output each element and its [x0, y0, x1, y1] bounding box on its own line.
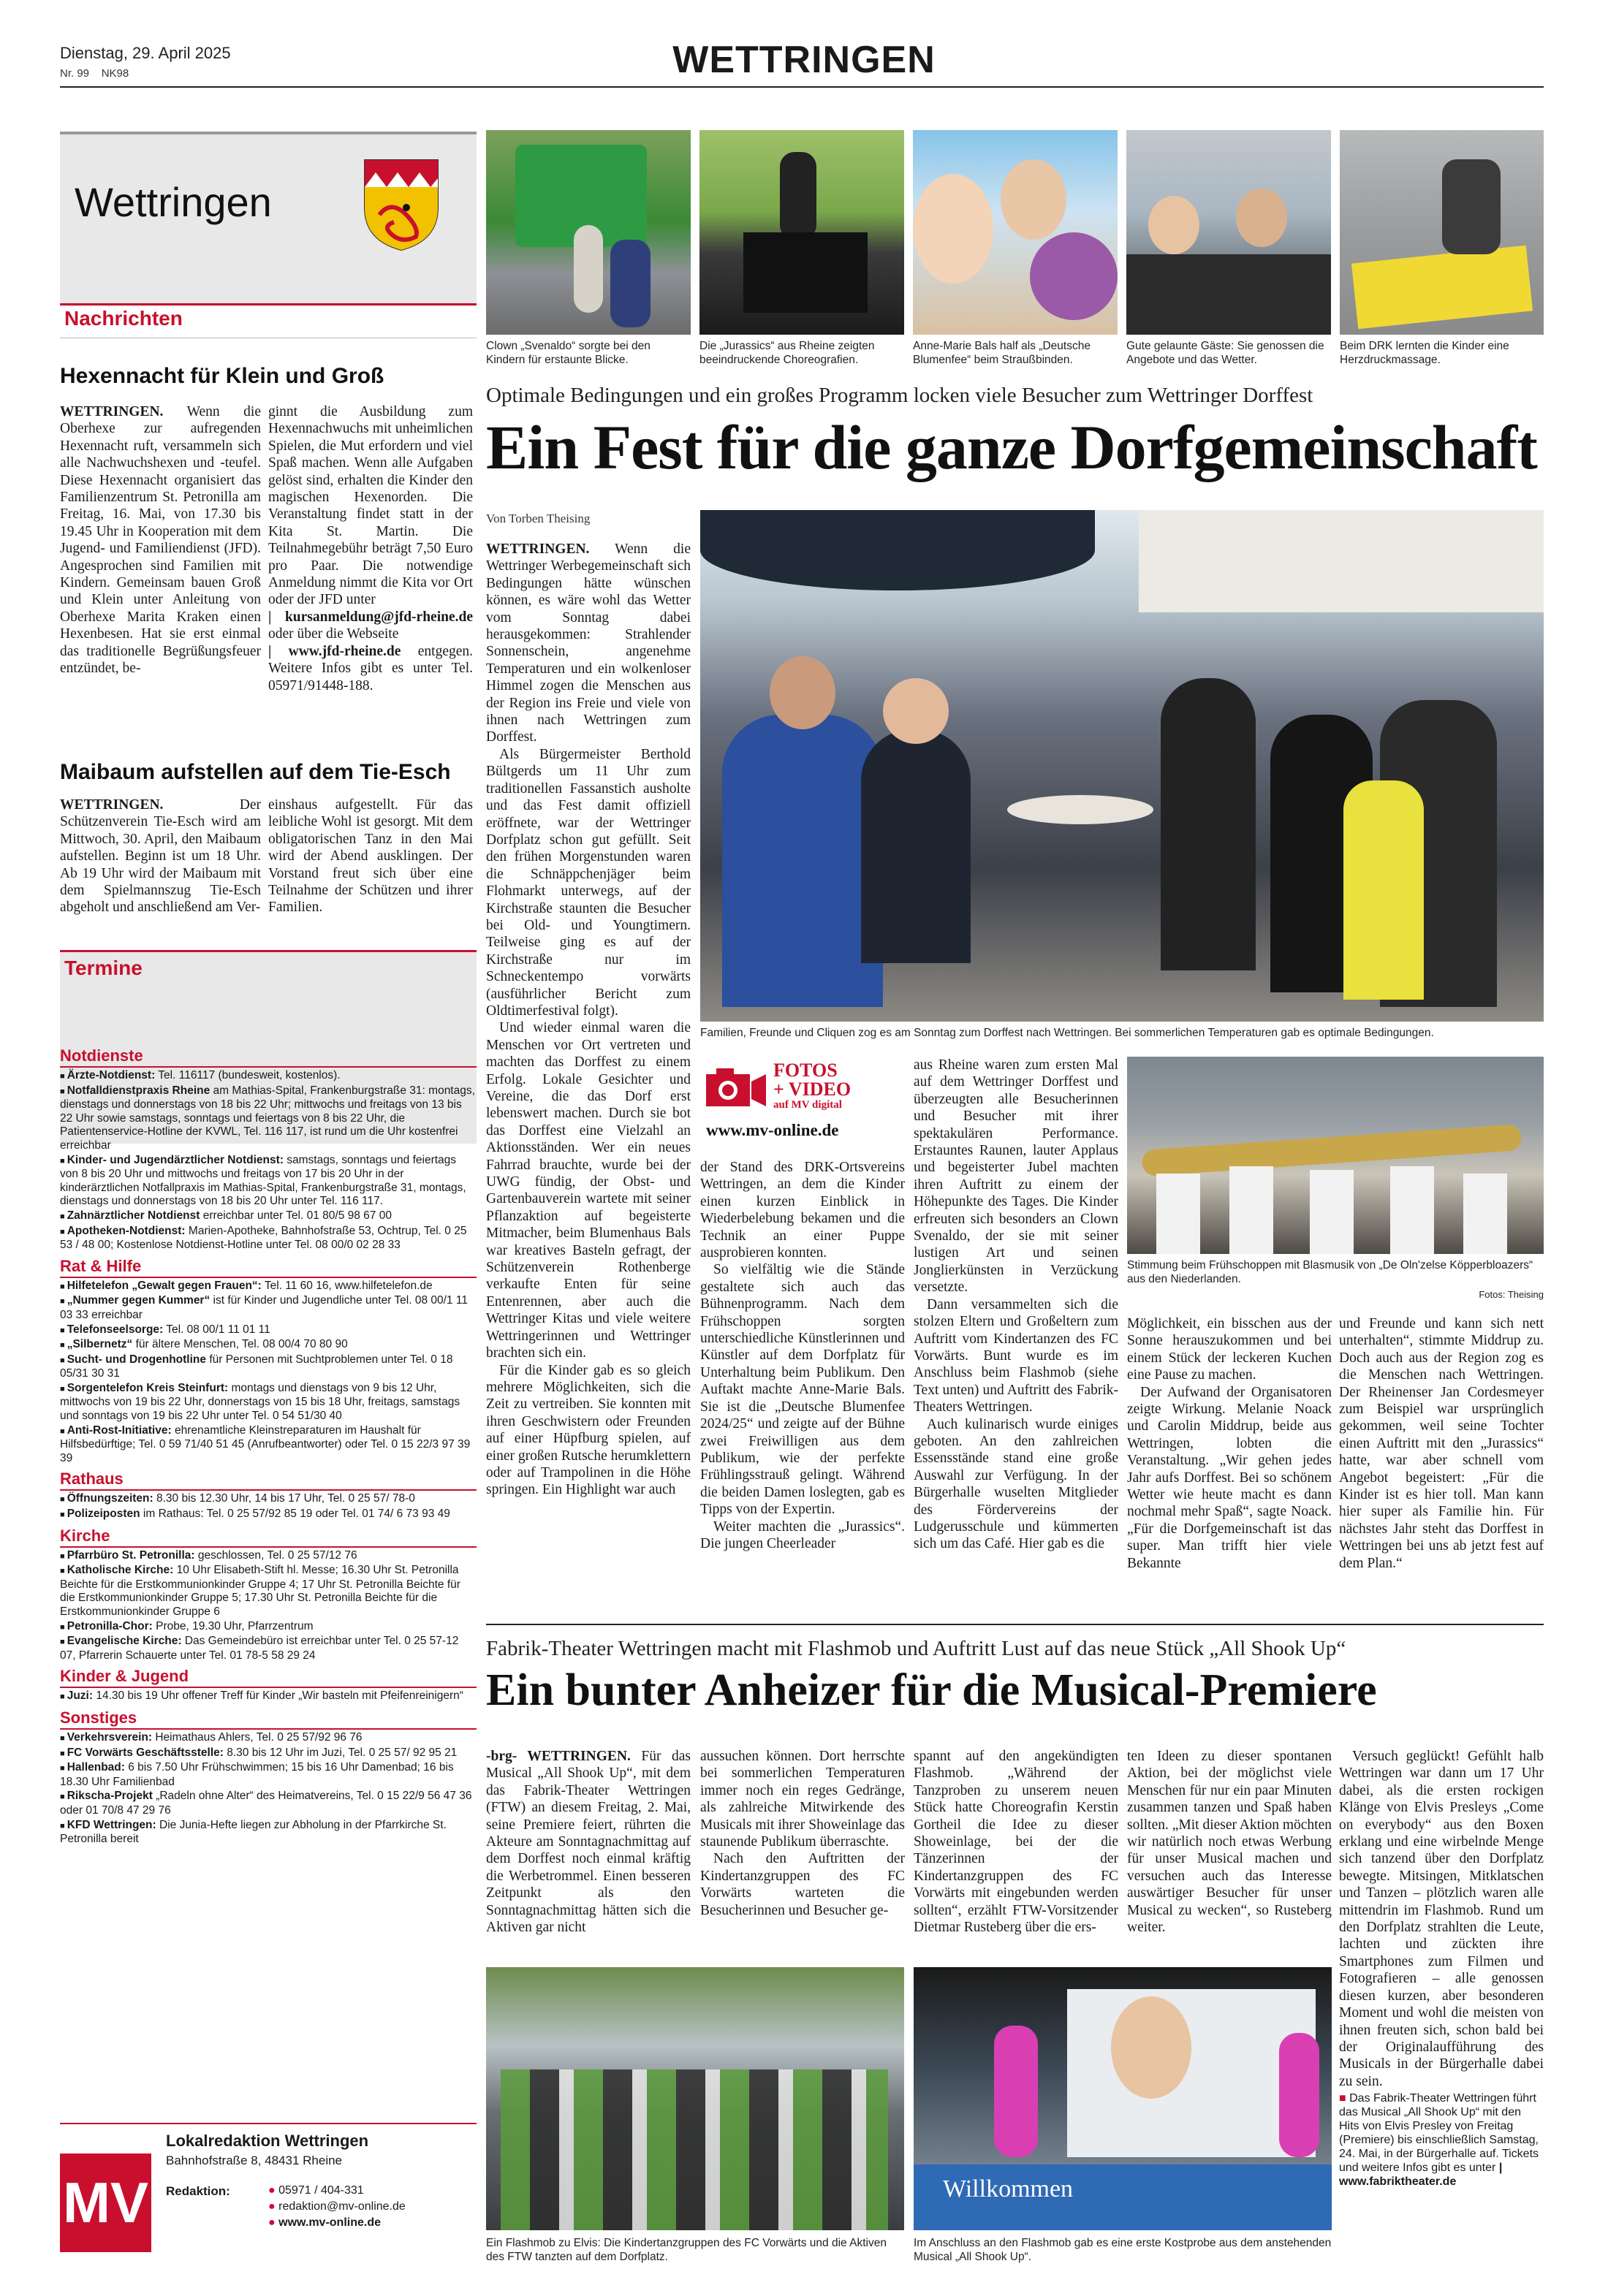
main-col3 [914, 1057, 1118, 1553]
article1-col1 [60, 403, 261, 677]
footer-email[interactable] [268, 2200, 406, 2213]
nachrichten-label: Nachrichten [64, 307, 183, 330]
main-col5-a: und Freunde und kann sich nett unterhalten“, stimmte Middrup zu. Doch auch aus der Region zog es die Menschen nach Wettringen. Der Rheinenser Jan Cordesmeyer zum Beispiel war ursprünglich gekommen, weil seine Tochter einen Auftritt mit den „Jurassics“ hatte, war aber schnell vom Angebot begeistert: „Für die Kinder ist es hier toll. Man kann hier super als Familie hin. Für nächstes Jahr steht das Dorffest in Wettringen bei uns ab jetzt fest auf dem Plan.“ [1339, 1316, 1544, 1571]
termine-section-title: Kinder & Jugend [60, 1667, 189, 1686]
entry-label: Juzi: [67, 1689, 94, 1703]
main-dateline: WETTRINGEN. [486, 541, 590, 557]
entry-text: 10 Uhr Elisabeth-Stift hl. Messe; 16.30 Uhr St. Petronilla Beichte für die Erstkommunionkinder Gruppe 4; 17 Uhr St. Petronilla Beichte für die Erstkommunionkinder Gruppe 5; 17.30 Uhr St. Petronilla Beichte für die Erstkommunionkinder Gruppe 6 [60, 1564, 460, 1618]
second-col5-a: Versuch geglückt! Gefühlt halb Wettringen war dann um 17 Uhr dabei, als die ersten rockigen Klänge von Elvis Presleys „Come on everybody“ aus den Boxen erklang und eine wirbelnde Menge sich tanzend über den Dorfplatz bewegte. Mitsingen, Mitklatschen und Tanzen – plötzlich waren alle mittendrin im Flashmob. Rund um den Dorfplatz strahlten die Leute, lachten und zückten ihre Smartphones zum Filmen und Fotografieren – alle genossen diesen kurzen, aber besonderen Moment und wohl die meisten von ihnen freuten sich, schon bald bei der Originalaufführung des Musicals in der Bürgerhalle dabei zu sein. [1339, 1749, 1544, 2089]
nachrichten-rule [60, 303, 477, 305]
article-separator [486, 1624, 1544, 1625]
article1-text-b: ginnt die Ausbildung zum Hexennachwuchs mit unheimlichen Spielen, die Mut erfordern und viel Spaß machen. Wenn alle Aufgaben gelöst sind, erhalten die Kinder den magischen Hexenorden. Die Veranstaltung findet statt in der Kita St. Martin. Die Teilnahmegebühr beträgt 7,50 Euro pro Paar. Die notwendige Anmeldung nimmt die Kita vor Ort oder der JFD unter [268, 404, 473, 608]
entry-label: Zahnärztlicher Notdienst [67, 1209, 200, 1222]
article2-col2 [268, 797, 473, 916]
entry-bullet: ■ [60, 1341, 67, 1350]
entry-bullet: ■ [60, 1495, 67, 1505]
entry-label: Pfarrbüro St. Petronilla: [67, 1548, 195, 1562]
entry-bullet: ■ [60, 1510, 67, 1520]
second-dateline: -brg- WETTRINGEN. [486, 1749, 631, 1764]
second-col2 [700, 1748, 905, 1919]
main-kicker: Optimale Bedingungen und ein großes Programm locken viele Besucher zum Wettringer Dorffest [486, 384, 1313, 407]
entry-bullet: ■ [60, 1072, 67, 1081]
main-col2 [700, 1159, 905, 1552]
termine-entry [60, 1731, 477, 1746]
termine-entry [60, 1746, 477, 1761]
entry-text: am Mathias-Spital, Frankenburgstraße 31: montags, dienstags und donnerstags von 18 bis 22 Uhr; mittwochs und freitags von 13 bis 22 Uhr sowie samstags, sonntags und feiertags von 8 bis 22 Uhr, die Patientenservice-Hotline der KVWL, Tel. 116 117, ist rund um die Uhr kostenfrei erreichbar [60, 1084, 475, 1152]
main-col2-a: der Stand des DRK-Ortsvereins Wettringen, an dem die Kinder einen kurzen Einblick in Wiederbelebung bekamen und die Technik an einer Puppe ausprobieren konnten. [700, 1160, 905, 1261]
entry-label: „Nummer gegen Kummer“ [67, 1294, 211, 1307]
main-photo-caption: Familien, Freunde und Cliquen zog es am Sonntag zum Dorffest nach Wettringen. Bei sommerlichen Temperaturen gab es optimale Bedingungen. [700, 1027, 1434, 1039]
band-caption: Stimmung beim Frühschoppen mit Blasmusik von „De Oln'zelse Köpperbloazers“ aus den Niederlanden. [1127, 1259, 1533, 1285]
camera-icon [705, 1065, 767, 1109]
flashmob-photo [486, 1967, 904, 2230]
termine-section [60, 1470, 477, 1521]
section-rule [60, 1687, 477, 1688]
termine-entry [60, 1338, 477, 1353]
termine-section [60, 1257, 477, 1466]
main-col3-b: Dann versammelten sich die stolzen Eltern und Großeltern zum Auftritt vom Kindertanzen des FC Vorwärts. Bunt wurde es im Anschluss beim Flashmob (siehe Text unten) und Auftritt des Fabrik-Theaters Wettringen. [914, 1296, 1118, 1415]
entry-text: für Personen mit Suchtproblemen unter Tel. 0 18 05/31 30 31 [60, 1353, 453, 1380]
main-photo [700, 510, 1544, 1022]
entry-label: Sorgentelefon Kreis Steinfurt: [67, 1381, 229, 1394]
termine-section [60, 1708, 477, 1847]
video-promo[interactable] [700, 1057, 905, 1144]
main-col4-b: Der Aufwand der Organisatoren zeigte Wirkung. Melanie Noack und Carolin Middrup, beide aus Wettringen, lobten die Veranstaltung. „Wir gehen jedes Jahr aufs Dorffest. Bei so schönem Wetter wie heute macht es dann nochmal mehr Spaß“, sagte Noack. „Für die Dorfgemeinschaft ist das super. Man trifft hier viele Bekannte [1127, 1384, 1332, 1571]
entry-bullet: ■ [60, 1384, 67, 1394]
entry-text: Tel. 08 00/1 11 01 11 [166, 1323, 270, 1336]
main-col2-b: So vielfältig wie die Stände gestaltete sich auch das Bühnenprogramm. Nach dem Frühschoppen sorgten unterschiedliche Künstlerinnen und Künstler auf dem Dorfplatz für Unterhaltung beim Publikum. Den Auftakt machte Anne-Marie Bals. Sie ist die „Deutsche Blumenfee 2024/25“ und zeigte auf der Bühne zwei Freiwilligen aus dem Publikum, wie der perfekte Frühlingsstrauß gelingt. Während die beiden Damen loslegten, gab es Tipps von der Expertin. [700, 1262, 905, 1518]
footer-web[interactable] [268, 2216, 381, 2230]
flashmob-caption: Ein Flashmob zu Elvis: Die Kindertanzgruppen des FC Vorwärts und die Aktiven des FTW tanzten auf dem Dorfplatz. [486, 2237, 887, 2263]
section-rule [60, 1489, 477, 1491]
photo-drk [1340, 130, 1544, 335]
termine-entry [60, 1424, 477, 1466]
footer-phone-text: 05971 / 404-331 [278, 2184, 364, 2197]
mv-logo: MV [60, 2154, 151, 2252]
musical-caption: Im Anschluss an den Flashmob gab es eine erste Kostprobe aus dem anstehenden Musical „All Shook Up“. [914, 2237, 1332, 2263]
second-col3-a: spannt auf den angekündigten Flashmob. „Während der Tanzproben zu unserem neuen Stück hatte Choreografin Kerstin Gortheil die Idee zu dieser Showeinlage, bei der die Tänzerinnen der Kindertanzgruppen des FC Vorwärts mit eingebunden werden sollten“, erzählt FTW-Vorsitzender Dietmar Rusteberg über die ers- [914, 1749, 1118, 1936]
second-col4-a: ten Ideen zu dieser spontanen Aktion, bei der möglichst viele Menschen für nur ein paar Minuten zusammen tanzen und Spaß haben sollten. „Mit dieser Aktion möchten wir natürlich noch etwas Werbung für unser Musical machen und versuchen auch das Interesse auswärtiger Besucher für unser Musical zu wecken“, so Rusteberg weiter. [1127, 1749, 1332, 1936]
main-col1-b: Als Bürgermeister Berthold Bültgerds um 11 Uhr zum traditionellen Fassanstich ausholte und das Fest damit offiziell eröffnete, war der Wettringer Dorfplatz schon gut gefüllt. Seit den frühen Morgenstunden waren die Schnäppchenjäger beim Flohmarkt unterwegs, auf der Kirchstraße staunten die Besucher bei Old- und Youngtimern. Teilweise ging es auf der Kirchstraße nur im Schneckentempo vorwärts (ausführlicher Bericht zum Oldtimerfestival folgt). [486, 746, 691, 1019]
footer-email-text: redaktion@mv-online.de [278, 2200, 406, 2213]
entry-label: FC Vorwärts Geschäftsstelle: [67, 1746, 224, 1759]
termine-entry [60, 1819, 477, 1847]
entry-label: Anti-Rost-Initiative: [67, 1423, 172, 1437]
article1-text-a: Wenn die Oberhexe zur aufregenden Hexennacht ruft, versammeln sich alle Nachwuchshexen und -teufel. Diese Hexennacht organisiert das Familienzentrum St. Petronilla am Freitag, 16. Mai, von 17.30 bis 19.45 Uhr in Kooperation mit dem Jugend- und Familiendienst (JFD). Angesprochen sind Familien mit Kindern. Gemeinsam bauen Groß und Klein unter Anleitung von Oberhexe Marita Kraken einen Hexenbesen. Hat sie erst einmal das traditionelle Begrüßungsfeuer entzündet, be- [60, 404, 261, 677]
entry-text: „Radeln ohne Alter“ des Heimatvereins, Tel. 0 15 22/9 56 47 36 oder 01 70/8 47 29 76 [60, 1790, 472, 1817]
article2-text-a: Der Schützenverein Tie-Esch wird am Mittwoch, 30. April, den Maibaum aufstellen. Beginn ist um 18 Uhr. Ab 19 Uhr wird der Maibaum mit dem Spielmannszug Tie-Esch abgeholt und anschließend am Ver- [60, 797, 261, 916]
termine-entry [60, 1209, 477, 1224]
footer-address: Bahnhofstraße 8, 48431 Rheine [166, 2154, 343, 2167]
entry-bullet: ■ [60, 1622, 67, 1632]
caption-jurassics: Die „Jurassics“ aus Rheine zeigten beeindruckende Choreografien. [699, 340, 875, 366]
termine-entry [60, 1069, 477, 1084]
main-col1-c: Und wieder einmal waren die Menschen vor Ort vertreten und machten das Dorffest zu einem Erfolg. Lokale Gesichter und Vereine, die das Dorf erst lebenswert machen. Durch sie bot das Dorffest eine Vielzahl an Aktionsständen. Wer ein neues Fahrrad brauchte, wurde bei der UWG fündig, der Obst- und Gartenbauverein wartete mit seiner Pflanzaktion auf begeisterte Mitmacher, beim Blumenhaus Bals war kreatives Basteln gefragt, der Schützenverein Rothenberge verkaufte Enten für seine Entenrennen, aber auch die Wettringer Kitas und viele weitere Wettringerinnen und Wettringer brachten sich ein. [486, 1020, 691, 1361]
entry-text: ist für Kinder und Jugendliche unter Tel. 08 00/1 11 03 33 erreichbar [60, 1294, 468, 1321]
entry-bullet: ■ [60, 1567, 67, 1576]
place-header [60, 132, 477, 306]
entry-text: samstags, sonntags und feiertags von 8 bis 20 Uhr und mittwochs und freitags von 17 bis 20 Uhr in der kinderärztlichen Notfallpraxis im Mathias-Spital, Frankenburgstraße 31, montags, dienstags und donnerstags von 18 bis 20 Uhr unter Tel. 116 117. [60, 1153, 466, 1208]
web-icon: ● [268, 2216, 276, 2229]
entry-bullet: ■ [60, 1733, 67, 1743]
termine-section-title: Rat & Hilfe [60, 1256, 142, 1275]
entry-text: Die Junia-Hefte liegen zur Abholung in der Pfarrkirche St. Petronilla bereit [60, 1818, 447, 1846]
termine-section [60, 1046, 477, 1252]
caption-clown: Clown „Svenaldo“ sorgte bei den Kindern für erstaunte Blicke. [486, 340, 651, 366]
termine-entry [60, 1620, 477, 1635]
band-photo [1127, 1057, 1544, 1254]
entry-bullet: ■ [60, 1638, 67, 1647]
entry-text: Marien-Apotheke, Bahnhofstraße 53, Ochtrup, Tel. 0 25 53 / 48 00; Kostenlose Notdienst-Hotline unter Tel. 08 00/0 02 28 33 [60, 1224, 467, 1252]
main-col5 [1339, 1315, 1544, 1572]
article1-headline: Hexennacht für Klein und Groß [60, 364, 384, 388]
entry-text: Heimathaus Ahlers, Tel. 0 25 57/92 96 76 [155, 1730, 363, 1744]
second-col5: Versuch geglückt! Gefühlt halb Wettringen war dann um 17 Uhr dabei, als die ersten rockigen Klänge von Elvis Presleys „Come on everybody“ aus den Boxen erklang und eine wirbelnde Menge sich tanzend über den Dorfplatz bewegte. Mitsingen, Mitklatschen und Tanzen – plötzlich waren alle mittendrin im Flashmob. Rund um den Dorfplatz strahlten die Leute, lachten und zückten ihre Smartphones zum Filmen und Fotografieren – alle genossen diesen kurzen, aber besonderen Moment und wohl die meisten von ihnen freuten sich, schon bald bei der Originalaufführung des Musicals in der Bürgerhalle dabei zu sein. ■ Das Fabrik-Theater Wettringen führt das Musical „All Shook Up“ mit den Hits von Elvis Presley von Freitag (Premiere) bis einschließlich Samstag, 24. Mai, in der Bürgerhalle auf. Tickets und weitere Infos gibt es unter | www.fabriktheater.de [1339, 1749, 1544, 2189]
phone-icon: ● [268, 2184, 276, 2197]
masthead-date: Dienstag, 29. April 2025 [60, 44, 231, 62]
footer-phone[interactable] [268, 2184, 364, 2197]
termine-label: Termine [64, 957, 143, 979]
entry-label: Evangelische Kirche: [67, 1635, 182, 1648]
entry-text: geschlossen, Tel. 0 25 57/12 76 [197, 1548, 357, 1562]
main-col3-c: Auch kulinarisch wurde einiges geboten. An den zahlreichen Essensstände stand eine große Auswahl zur Verfügung. In der Bürgerhalle wuselten Mitglieder des Fördervereins der Ludgerusschule und kümmerten sich um das Café. Hier gab es die [914, 1416, 1118, 1552]
caption-drk: Beim DRK lernten die Kinder eine Herzdruckmassage. [1340, 340, 1509, 366]
entry-text: 8.30 bis 12.30 Uhr, 14 bis 17 Uhr, Tel. 0 25 57/ 78-0 [156, 1492, 415, 1505]
entry-text: erreichbar unter Tel. 01 80/5 98 67 00 [202, 1209, 392, 1222]
main-col1-a: Wenn die Wettringer Werbegemeinschaft sich Bedingungen hätte wünschen können, es wäre wohl das Wetter vom Sonntag dabei herausgekommen: Strahlender Sonnenschein, angenehme Temperaturen und ein wolkenloser Himmel zogen die Menschen aus der Region ins Freie und viele von ihnen nach Wettringen zum Dorffest. [486, 541, 691, 745]
photo-guests [1126, 130, 1331, 335]
second-info-link[interactable]: www.fabriktheater.de [1339, 2175, 1457, 2189]
second-col4 [1127, 1748, 1332, 1936]
main-col4 [1127, 1315, 1332, 1572]
top-photo-strip [486, 130, 1544, 379]
entry-text: für ältere Menschen, Tel. 08 00/4 70 80 90 [135, 1338, 348, 1351]
entry-text: 8.30 bis 12 Uhr im Juzi, Tel. 0 25 57/ 92 95 21 [227, 1746, 458, 1759]
section-rule [60, 1066, 477, 1068]
entry-bullet: ■ [60, 1087, 67, 1096]
termine-list [60, 1046, 477, 1847]
entry-text: Tel. 11 60 16, www.hilfetelefon.de [264, 1279, 433, 1292]
entry-bullet: ■ [60, 1692, 67, 1702]
issue-number: Nr. 99 [60, 67, 90, 80]
termine-entry [60, 1323, 477, 1338]
band-credit: Fotos: Theising [1479, 1289, 1544, 1300]
section-rule [60, 1277, 477, 1278]
entry-label: Apotheken-Notdienst: [67, 1224, 186, 1237]
entry-bullet: ■ [60, 1793, 67, 1802]
photo-clown [486, 130, 691, 335]
termine-section-title: Kirche [60, 1526, 110, 1545]
entry-bullet: ■ [60, 1282, 67, 1291]
entry-bullet: ■ [60, 1764, 67, 1774]
second-col1-a: Für das Musical „All Shook Up“, mit dem das Fabrik-Theater Wettringen (FTW) an diesem Freitag, 2. Mai, seine Premiere feiert, rührten die Akteure am Sonntagnachmittag auf dem Dorffest noch einmal kräftig die Werbetrommel. Einen besseren Zeitpunkt als den Sonntagnachmittag hätten sich die Aktiven gar nicht [486, 1749, 691, 1936]
termine-entry [60, 1564, 477, 1619]
redaktion-footer [60, 2123, 477, 2278]
place-title: Wettringen [75, 179, 272, 225]
article1-text-c: oder über die Webseite [268, 626, 399, 642]
entry-text: im Rathaus: Tel. 0 25 57/92 85 19 oder Tel. 01 74/ 6 73 93 49 [143, 1508, 450, 1521]
promo-line2: + VIDEO [773, 1079, 852, 1100]
musical-photo [914, 1967, 1332, 2230]
entry-label: Notfalldienstpraxis Rheine [67, 1084, 211, 1097]
article2-text-b: einshaus aufgestellt. Für das leibliche Wohl ist gesorgt. Mit dem obligatorischen Tanz in den Mai wird der Abend ausklingen. Der Vorstand freut sich über eine Teilnahme der Schützen und ihrer Familien. [268, 797, 473, 916]
entry-bullet: ■ [60, 1356, 67, 1365]
main-col2-c: Weiter machten die „Jurassics“. Die jungen Cheerleader [700, 1518, 905, 1551]
termine-entry [60, 1382, 477, 1423]
termine-section-title: Notdienste [60, 1046, 143, 1065]
entry-label: Sucht- und Drogenhotline [67, 1353, 206, 1366]
entry-label: Kinder- und Jugendärztlicher Notdienst: [67, 1153, 284, 1166]
coat-of-arms [361, 156, 441, 251]
main-col4-a: Möglichkeit, ein bisschen aus der Sonne herauszukommen und bei einem Stück der leckeren Kuchen eine Pause zu machen. [1127, 1316, 1332, 1383]
caption-guests: Gute gelaunte Gäste: Sie genossen die Angebote und das Wetter. [1126, 340, 1324, 366]
article2-headline: Maibaum aufstellen auf dem Tie-Esch [60, 760, 451, 784]
main-headline: Ein Fest für die ganze Dorfgemeinschaft [486, 412, 1537, 482]
main-col3-a: aus Rheine waren zum ersten Mal auf dem Wettringer Dorffest und überzeugten alle Besucherinnen und Besucher mit ihrer spektakulären Performance. Erstauntes Raunen, lauter Applaus und begeisterter Jubel machten ihren Auftritt zu einem der Höhepunkte des Tages. Die Kinder erfreuten sich besonders an Clown Svenaldo, der sie mit seiner lustigen Art und seinen Jonglierkünsten in Verzückung versetzte. [914, 1057, 1118, 1296]
second-col2-a: aussuchen können. Dort herrschte bei sommerlichen Temperaturen immer noch ein reges Gedränge, als zahlreiche Mitwirkende des Musicals mit ihrer Showeinlage das staunende Publikum überraschte. [700, 1749, 905, 1850]
termine-entry [60, 1225, 477, 1252]
second-col3 [914, 1748, 1118, 1936]
article2-col1 [60, 797, 261, 916]
masthead-rule [60, 86, 1544, 88]
article1-email-link[interactable]: kursanmeldung@jfd-rheine.de [284, 609, 473, 625]
entry-label: KFD Wettringen: [67, 1818, 156, 1831]
section-rule [60, 1728, 477, 1730]
termine-entry [60, 1353, 477, 1381]
termine-section [60, 1527, 477, 1663]
main-col1 [486, 541, 691, 1499]
entry-label: Petronilla-Chor: [67, 1619, 153, 1632]
article1-web-link[interactable]: www.jfd-rheine.de [288, 643, 401, 659]
termine-section-title: Rathaus [60, 1470, 124, 1489]
entry-label: Telefonseelsorge: [67, 1323, 164, 1336]
main-col1-d: Für die Kinder gab es so gleich mehrere Möglichkeiten, sich die Zeit zu vertreiben. Sie konnten mit ihren Geschwistern oder Freunden auf einer Hüpfburg spielen, auf einer großen Rutsche herumklettern oder auf Trampolinen in die Höhe springen. Ein Highlight war auch [486, 1362, 691, 1498]
second-headline: Ein bunter Anheizer für die Musical-Premiere [486, 1665, 1377, 1715]
termine-entry [60, 1508, 477, 1522]
entry-bullet: ■ [60, 1426, 67, 1436]
termine-entry [60, 1294, 477, 1322]
entry-text: 14.30 bis 19 Uhr offener Treff für Kinder „Wir basteln mit Pfeifenreinigern“ [96, 1689, 463, 1703]
sidebar [60, 132, 477, 2276]
second-kicker: Fabrik-Theater Wettringen macht mit Flashmob und Auftritt Lust auf das neue Stück „All Shook Up“ [486, 1637, 1346, 1660]
footer-title: Lokalredaktion Wettringen [166, 2132, 369, 2150]
entry-bullet: ■ [60, 1551, 67, 1561]
termine-entry [60, 1790, 477, 1817]
entry-label: Rikscha-Projekt [67, 1790, 153, 1803]
second-col2-b: Nach den Auftritten der Kindertanzgruppen des FC Vorwärts warteten die Besucherinnen und Besucher ge- [700, 1851, 905, 1918]
second-info: Das Fabrik-Theater Wettringen führt das Musical „All Shook Up“ mit den Hits von Elvis Presley von Freitag (Premiere) bis einschließlich Samstag, 24. Mai, in der Bürgerhalle auf. Tickets und weitere Infos gibt es unter [1339, 2092, 1539, 2175]
entry-text: montags und dienstags von 9 bis 12 Uhr, mittwochs von 19 bis 22 Uhr, donnerstags von 15 bis 18 Uhr, freitags, samstags und sonntags von 19 bis 22 Uhr unter Tel. 0 54 51/30 40 [60, 1381, 460, 1423]
termine-entry [60, 1761, 477, 1789]
entry-text: Probe, 19.30 Uhr, Pfarrzentrum [156, 1619, 314, 1632]
main-byline: Von Torben Theising [486, 512, 591, 525]
musical-banner-text: Willkommen [943, 2175, 1074, 2202]
entry-label: Verkehrsverein: [67, 1730, 153, 1744]
edition-code: NK98 [101, 67, 129, 80]
termine-entry [60, 1549, 477, 1564]
article1-text-d: entgegen. Weitere Infos gibt es unter Tel. 05971/91448-188. [268, 643, 474, 693]
entry-bullet: ■ [60, 1227, 67, 1236]
termine-entry [60, 1154, 477, 1209]
section-rule [60, 1546, 477, 1548]
termine-entry [60, 1280, 477, 1294]
caption-blumenfee: Anne-Marie Bals half als „Deutsche Blumenfee“ beim Straußbinden. [913, 340, 1091, 366]
entry-label: Hallenbad: [67, 1761, 125, 1774]
entry-label: „Silbernetz“ [67, 1338, 133, 1351]
entry-label: Ärzte-Notdienst: [67, 1069, 156, 1082]
entry-text: Das Gemeindebüro ist erreichbar unter Tel. 0 25 57-12 07, Pfarrerin Schauerte unter Tel. 01 78-5 58 29 24 [60, 1635, 459, 1662]
termine-entry [60, 1689, 477, 1704]
entry-label: Katholische Kirche: [67, 1564, 174, 1577]
footer-web-text: www.mv-online.de [278, 2216, 381, 2229]
info-bullet: ■ [1339, 2092, 1346, 2105]
second-col1 [486, 1748, 691, 1936]
entry-text: Tel. 116117 (bundesweit, kostenlos). [158, 1069, 341, 1082]
entry-bullet: ■ [60, 1156, 67, 1166]
entry-bullet: ■ [60, 1821, 67, 1831]
footer-label: Redaktion: [166, 2184, 230, 2198]
termine-entry [60, 1492, 477, 1507]
entry-bullet: ■ [60, 1212, 67, 1221]
entry-text: ehrenamtliche Kleinstreparaturen im Haushalt für Hilfsbedürftige; Tel. 0 59 71/40 51 45 (Anrufbeantworter) oder Tel. 0 15 22/3 97 39 39 [60, 1423, 471, 1464]
entry-bullet: ■ [60, 1297, 67, 1307]
termine-section [60, 1667, 477, 1704]
section-title: WETTRINGEN [672, 39, 936, 81]
photo-jurassics [699, 130, 904, 335]
article2-dateline: WETTRINGEN. [60, 797, 164, 813]
entry-bullet: ■ [60, 1326, 67, 1335]
promo-line1: FOTOS [773, 1060, 838, 1081]
promo-line3: auf MV digital [773, 1099, 842, 1111]
photo-blumenfee [913, 130, 1118, 335]
entry-label: Öffnungszeiten: [67, 1492, 153, 1505]
article1-col2: ginnt die Ausbildung zum Hexennachwuchs mit unheimlichen Spielen, die Mut erfordern und viel Spaß machen. Wenn alle Aufgaben gelöst sind, erhalten die Kinder den magischen Hexenorden. Die Veranstaltung findet statt in der Kita St. Martin. Die Teilnahmegebühr beträgt 7,50 Euro pro Paar. Die notwendige Anmeldung nimmt die Kita vor Ort oder der JFD unter | kursanmeldung@jfd-rheine.de oder über die Webseite | www.jfd-rheine.de entgegen. Weitere Infos gibt es unter Tel. 05971/91448-188. [268, 404, 474, 693]
entry-text: 6 bis 7.50 Uhr Frühschwimmen; 15 bis 16 Uhr Damenbad; 16 bis 18.30 Uhr Familienbad [60, 1761, 454, 1788]
termine-entry [60, 1084, 477, 1153]
entry-label: Hilfetelefon „Gewalt gegen Frauen“: [67, 1279, 262, 1292]
entry-bullet: ■ [60, 1749, 67, 1758]
termine-section-title: Sonstiges [60, 1708, 137, 1727]
termine-entry [60, 1635, 477, 1662]
email-icon: ● [268, 2200, 276, 2213]
entry-label: Polizeiposten [67, 1508, 140, 1521]
article1-dateline: WETTRINGEN. [60, 404, 164, 419]
promo-url[interactable]: www.mv-online.de [706, 1121, 839, 1139]
